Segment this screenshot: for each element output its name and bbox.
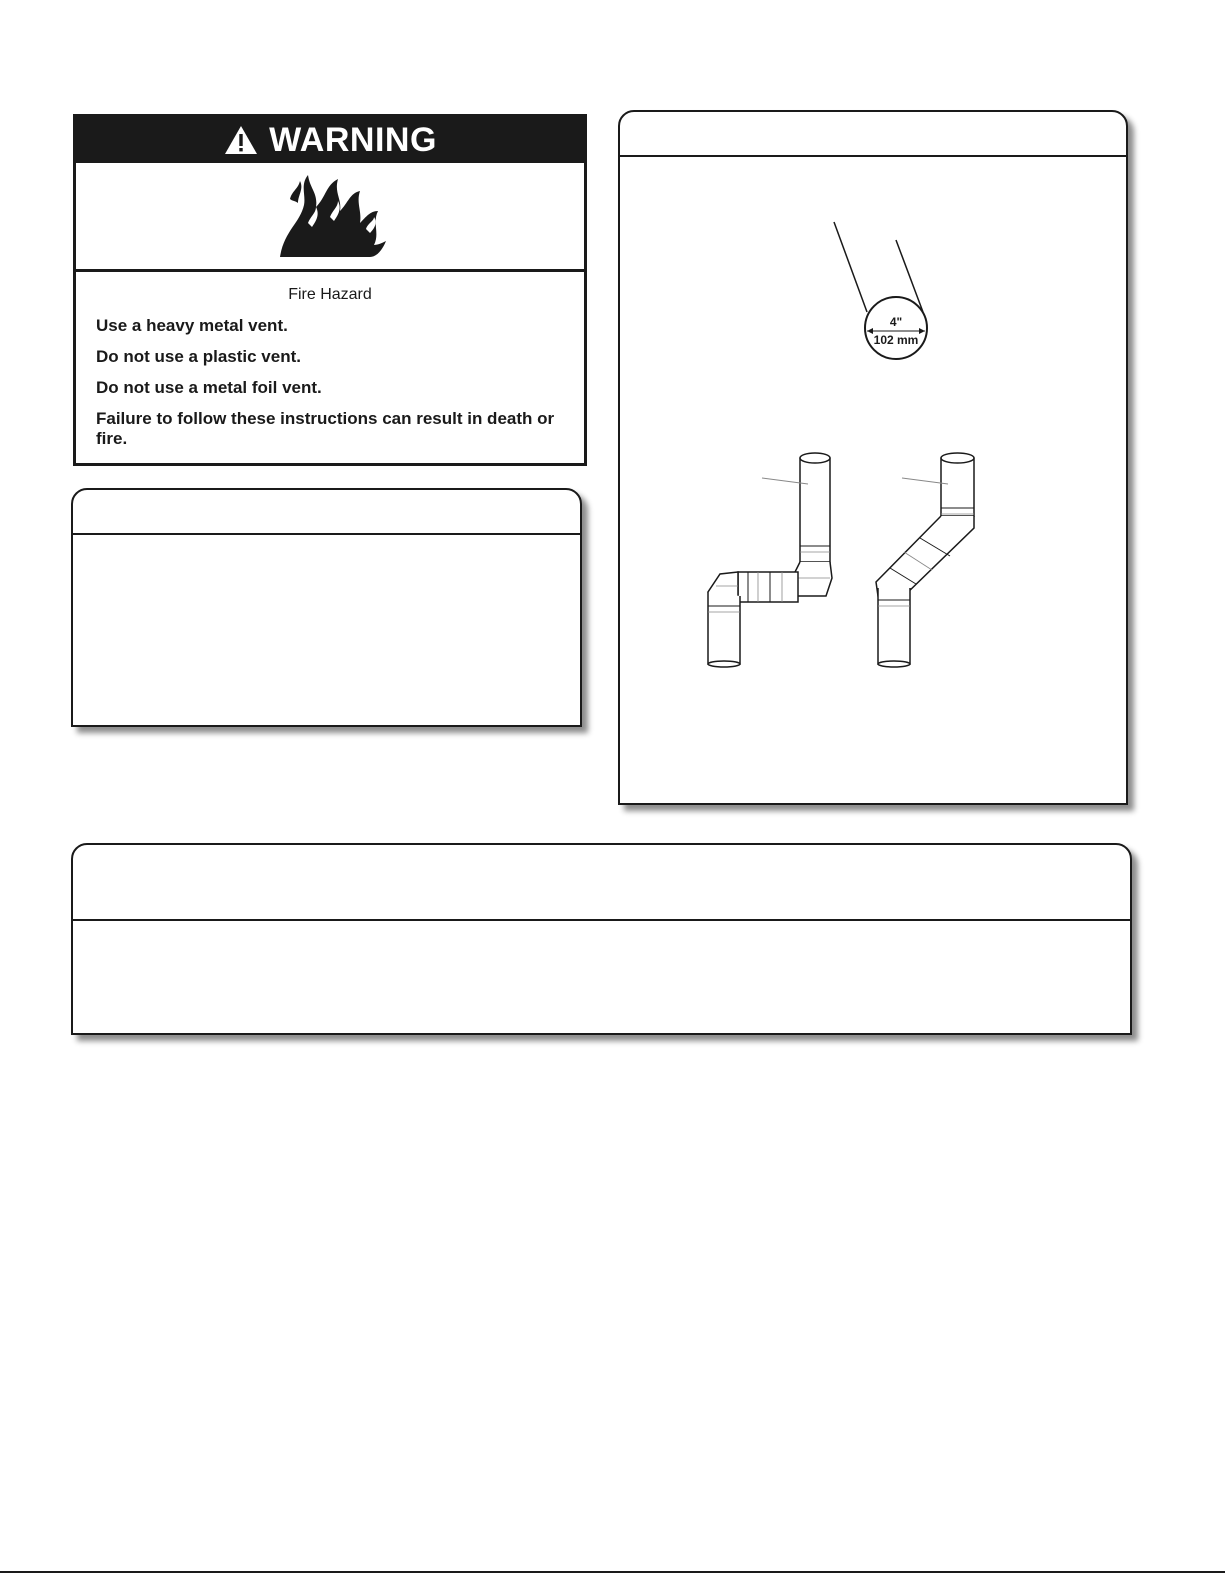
panel-divider bbox=[73, 533, 580, 535]
left-info-panel bbox=[71, 488, 582, 727]
flame-icon bbox=[270, 171, 390, 261]
vent-diagram-panel bbox=[618, 110, 1128, 805]
warning-box bbox=[73, 114, 587, 466]
dimension-mm: 102 mm bbox=[873, 333, 919, 347]
panel-divider bbox=[73, 919, 1130, 921]
elbow-assembly-right bbox=[876, 453, 974, 667]
warning-line: Do not use a plastic vent. bbox=[96, 347, 301, 366]
warning-line: Failure to follow these instructions can result in death or fire. bbox=[96, 409, 555, 448]
elbow-assembly-left bbox=[708, 453, 832, 667]
page-bottom-rule bbox=[0, 1571, 1225, 1573]
flame-area bbox=[76, 163, 584, 272]
warning-line: Use a heavy metal vent. bbox=[96, 316, 288, 335]
dimension-inches: 4" bbox=[889, 315, 903, 329]
vent-cross-section bbox=[834, 222, 927, 359]
warning-body bbox=[76, 272, 584, 449]
warning-header bbox=[76, 117, 584, 163]
hazard-title: Fire Hazard bbox=[288, 286, 372, 303]
vent-diagram bbox=[620, 112, 1126, 802]
warning-title: WARNING bbox=[269, 120, 437, 159]
warning-line: Do not use a metal foil vent. bbox=[96, 378, 322, 397]
warning-triangle-icon bbox=[223, 124, 259, 156]
bottom-info-panel bbox=[71, 843, 1132, 1035]
